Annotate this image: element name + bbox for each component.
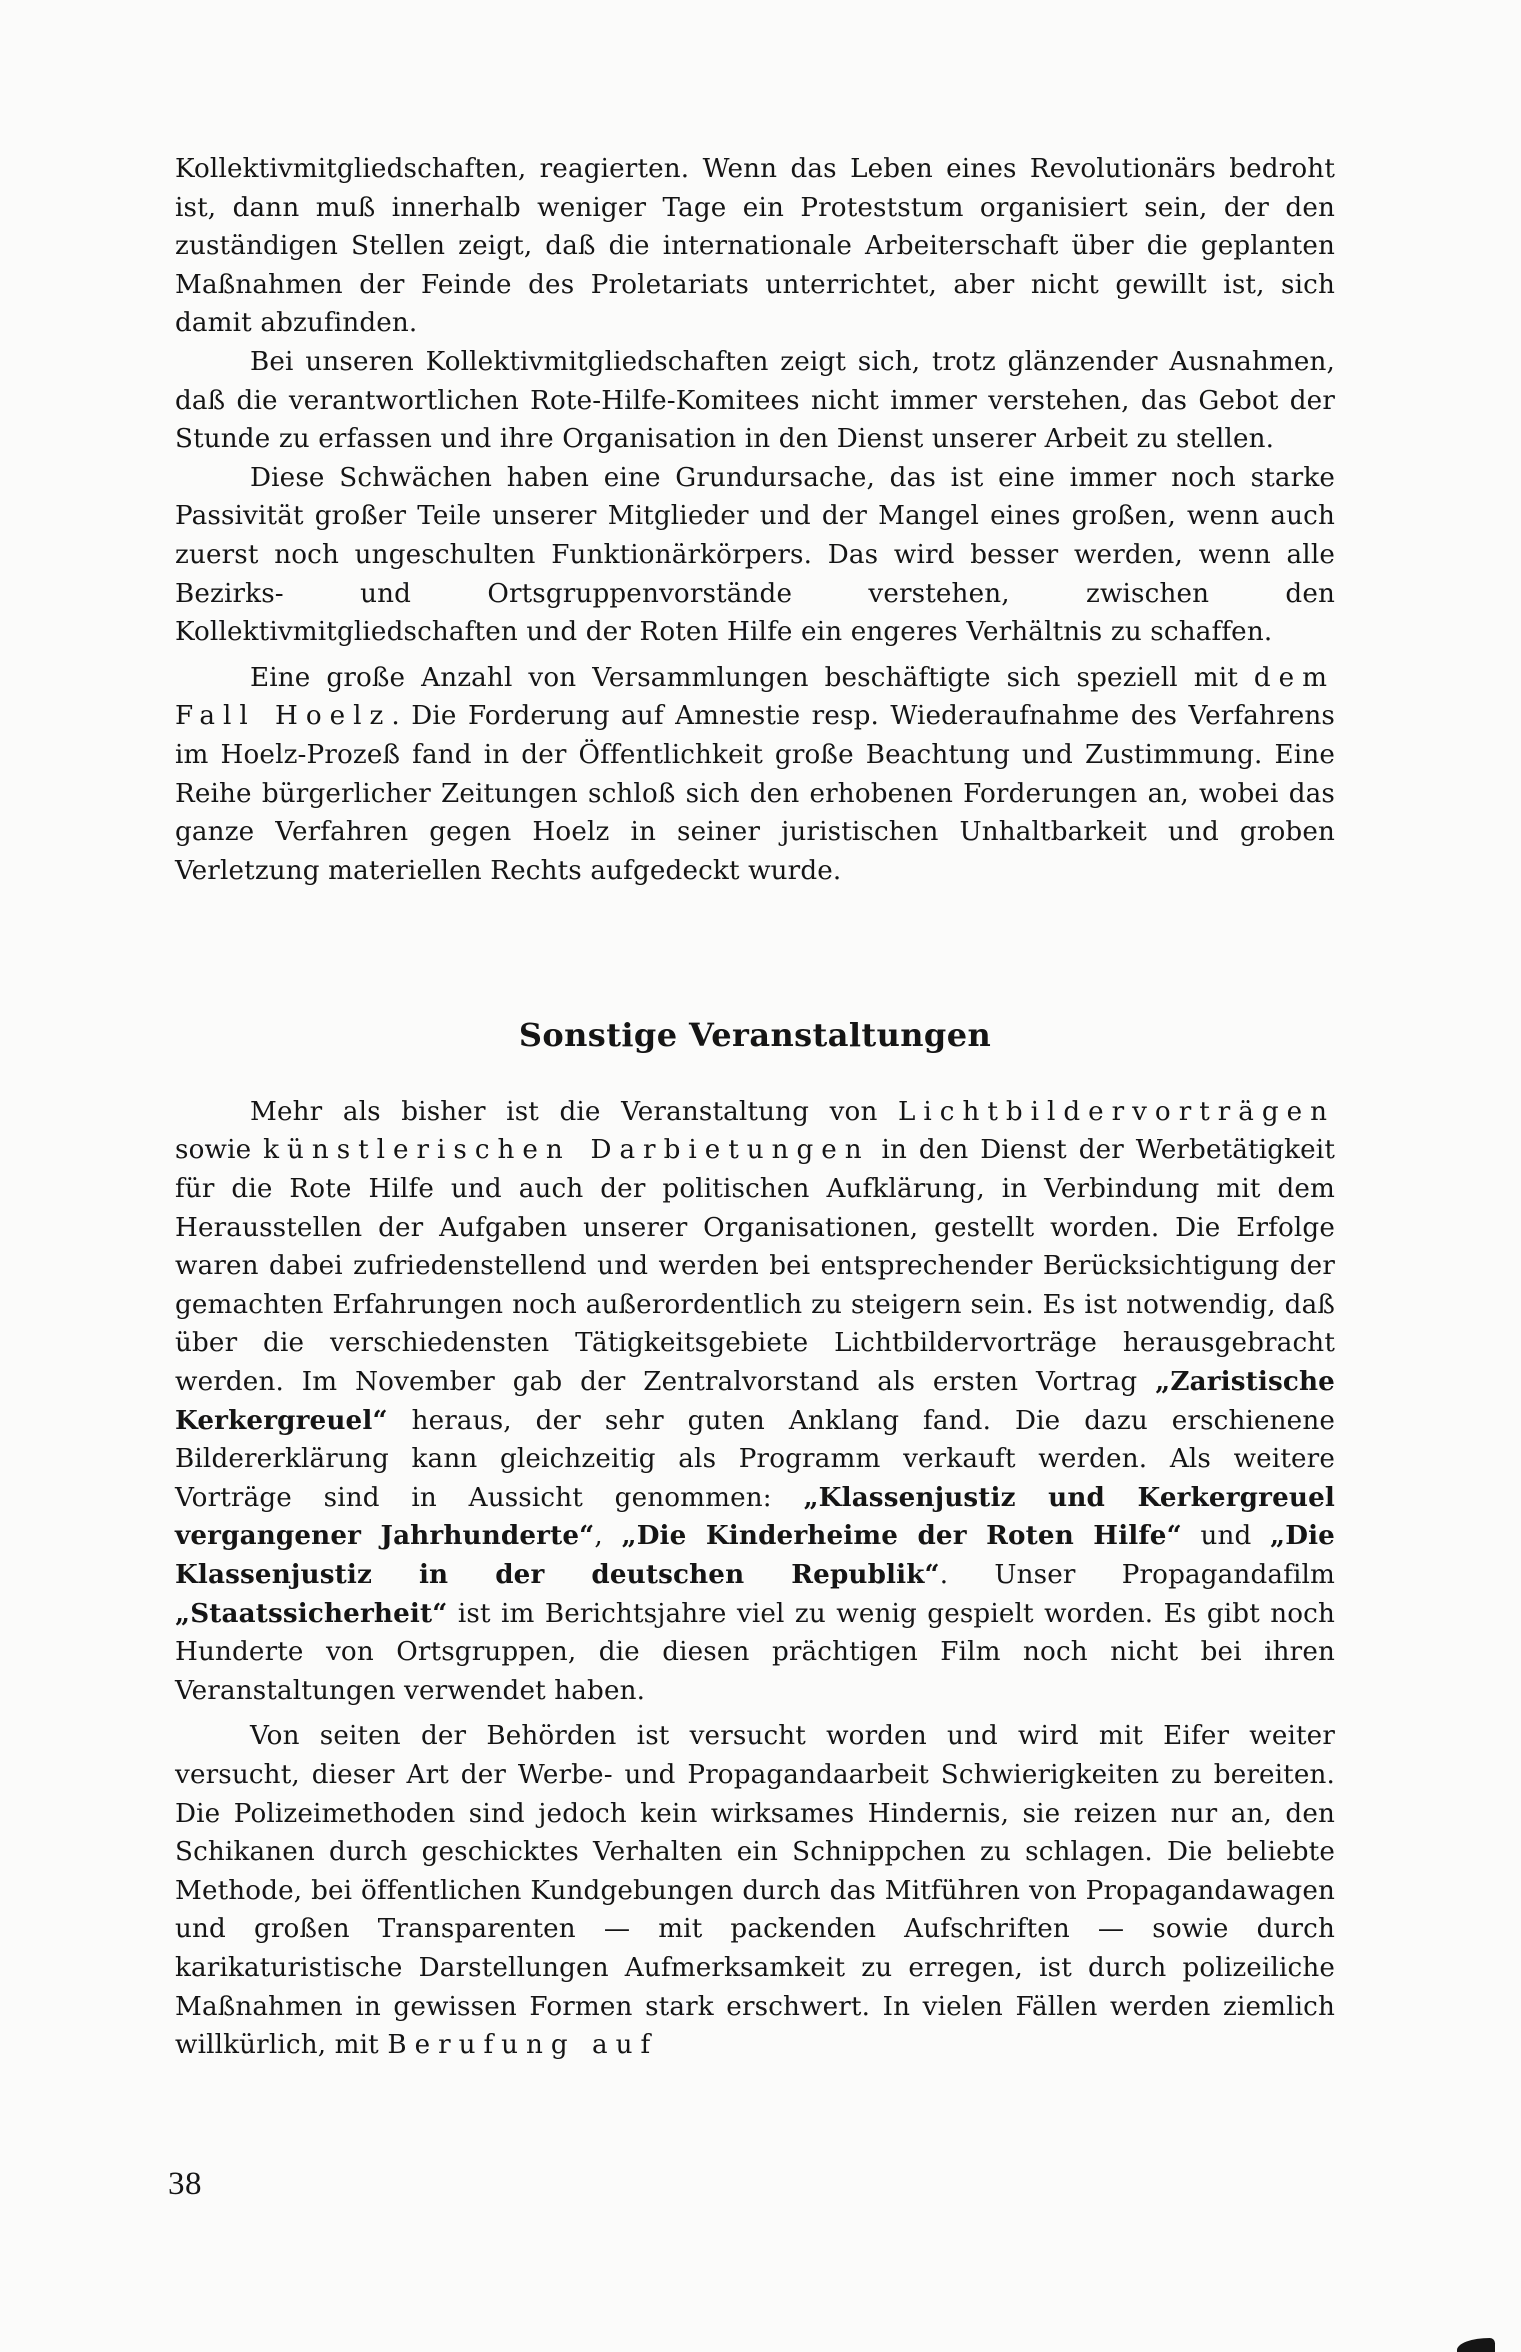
scan-corner-mark bbox=[1457, 2338, 1495, 2352]
events-text-7: . Unser Propagandafilm bbox=[939, 1560, 1335, 1590]
paragraph-collective-memberships-end: Kollektivmitgliedschaften, reagierten. Wenn das Leben eines Revolutionärs bedroht ist, dann muß innerhalb weniger Tage ein Proteststum organisiert sein, der den zuständigen Stellen zeigt, daß die internationale Arbeiterschaft über die geplanten Maßnahmen der Feinde des Proletariats unterrichtet, aber nicht gewillt ist, sich damit abzufinden. bbox=[175, 154, 1335, 339]
hoelz-spaced-phrase: dem Fall Hoelz bbox=[175, 662, 1335, 732]
events-text-6: und bbox=[1181, 1521, 1271, 1552]
paragraph-weaknesses: Diese Schwächen haben eine Grundursache, das ist eine immer noch starke Passivität großer Teile unserer Mitglieder und der Mangel eines großen, wenn auch zuerst noch ungeschulten Funktionärkörpers. Das wird besser werden, wenn alle Bezirks- und Ortsgruppenvorstände verstehen, zwischen den Kollektivmitgliedschaften und der Roten Hilfe ein engeres Verhältnis zu schaffen. bbox=[175, 462, 1335, 648]
events-spaced-artistic-performances: künstlerischen Darbietungen bbox=[263, 1135, 870, 1166]
events-text-8: ist im Berichtsjahre viel zu wenig gespielt worden. Es gibt noch Hunderte von Ortsgruppen, die diesen prächtigen Film noch nicht bei ihren Veranstaltungen verwendet haben. bbox=[175, 1598, 1335, 1706]
hoelz-text-part1: Eine große Anzahl von Versammlungen beschäftigte sich speziell mit bbox=[250, 662, 1254, 693]
paragraph-events bbox=[175, 1093, 1335, 1711]
authorities-spaced-end: Berufung auf bbox=[387, 2030, 659, 2061]
events-title-tsarist-prison-horrors: „Zaristische Kerkergreuel“ bbox=[175, 1366, 1335, 1436]
paragraph-collective-memberships-exceptions: Bei unseren Kollektivmitgliedschaften zeigt sich, trotz glänzender Ausnahmen, daß die verantwortlichen Rote-Hilfe-Komitees nicht immer verstehen, das Gebot der Stunde zu erfassen und ihre Organisation in den Dienst unserer Arbeit zu stellen. bbox=[175, 346, 1335, 455]
events-text-2: sowie bbox=[175, 1135, 264, 1166]
authorities-text: Von seiten der Behörden ist versucht worden und wird mit Eifer weiter versucht, dieser Art der Werbe- und Propagandaarbeit Schwierigkeiten zu bereiten. Die Polizeimethoden sind jedoch kein wirksames Hindernis, sie reizen nur an, den Schikanen durch geschicktes Verhalten ein Schnippchen zu schlagen. Die beliebte Methode, bei öffentlichen Kundgebungen durch das Mitführen von Propagandawagen und großen Transparenten — mit packenden Aufschriften — sowie durch karikaturistische Darstellungen Aufmerksamkeit zu erregen, ist durch polizeiliche Maßnahmen in gewissen Formen stark erschwert. In vielen Fällen werden ziemlich willkürlich, mit bbox=[175, 1721, 1335, 2061]
paragraph-authorities bbox=[175, 1717, 1335, 2064]
page-text-body bbox=[175, 150, 1335, 2065]
events-text-3: in den Dienst der Werbetätigkeit für die Rote Hilfe und auch der politischen Aufklärung, in Verbindung mit dem Herausstellen der Aufgaben unserer Organisationen, gestellt worden. Die Erfolge waren dabei zufriedenstellend und werden bei entsprechender Berücksichtigung der gemachten Erfahrungen noch außerordentlich zu steigern sein. Es ist notwendig, daß über die verschiedensten Tätigkeitsgebiete Lichtbildervorträge herausgebracht werden. Im November gab der Zentralvorstand als ersten Vortrag bbox=[175, 1135, 1335, 1398]
events-text-4: heraus, der sehr guten Anklang fand. Die dazu erschienene Bildererklärung kann gleichzeitig als Programm verkauft werden. Als weitere Vorträge sind in Aussicht genommen: bbox=[175, 1405, 1335, 1513]
events-title-state-security-film: „Staatssicherheit“ bbox=[175, 1597, 448, 1629]
events-spaced-lantern-lectures: Lichtbildervorträgen bbox=[898, 1096, 1335, 1127]
paragraph-hoelz-case bbox=[175, 659, 1335, 891]
events-title-childrens-homes: „Die Kinderheime der Roten Hilfe“ bbox=[621, 1520, 1182, 1552]
events-title-class-justice-centuries: „Klassenjustiz und Kerkergreuel vergangener Jahrhunderte“ bbox=[175, 1481, 1335, 1552]
page-number: 38 bbox=[168, 2166, 202, 2202]
events-text-1: Mehr als bisher ist die Veranstaltung von bbox=[250, 1096, 899, 1127]
hoelz-text-part2: . Die Forderung auf Amnestie resp. Wiederaufnahme des Verfahrens im Hoelz-Prozeß fand in der Öffentlichkeit große Beachtung und Zustimmung. Eine Reihe bürgerlicher Zeitungen schloß sich den erhobenen Forderungen an, wobei das ganze Verfahren gegen Hoelz in seiner juristischen Unhaltbarkeit und groben Verletzung materiellen Rechts aufgedeckt wurde. bbox=[175, 701, 1335, 886]
section-heading: Sonstige Veranstaltungen bbox=[518, 1016, 992, 1055]
events-text-5: , bbox=[594, 1521, 622, 1552]
events-title-class-justice-republic: „Die Klassenjustiz in der deutschen Republik“ bbox=[175, 1520, 1335, 1590]
